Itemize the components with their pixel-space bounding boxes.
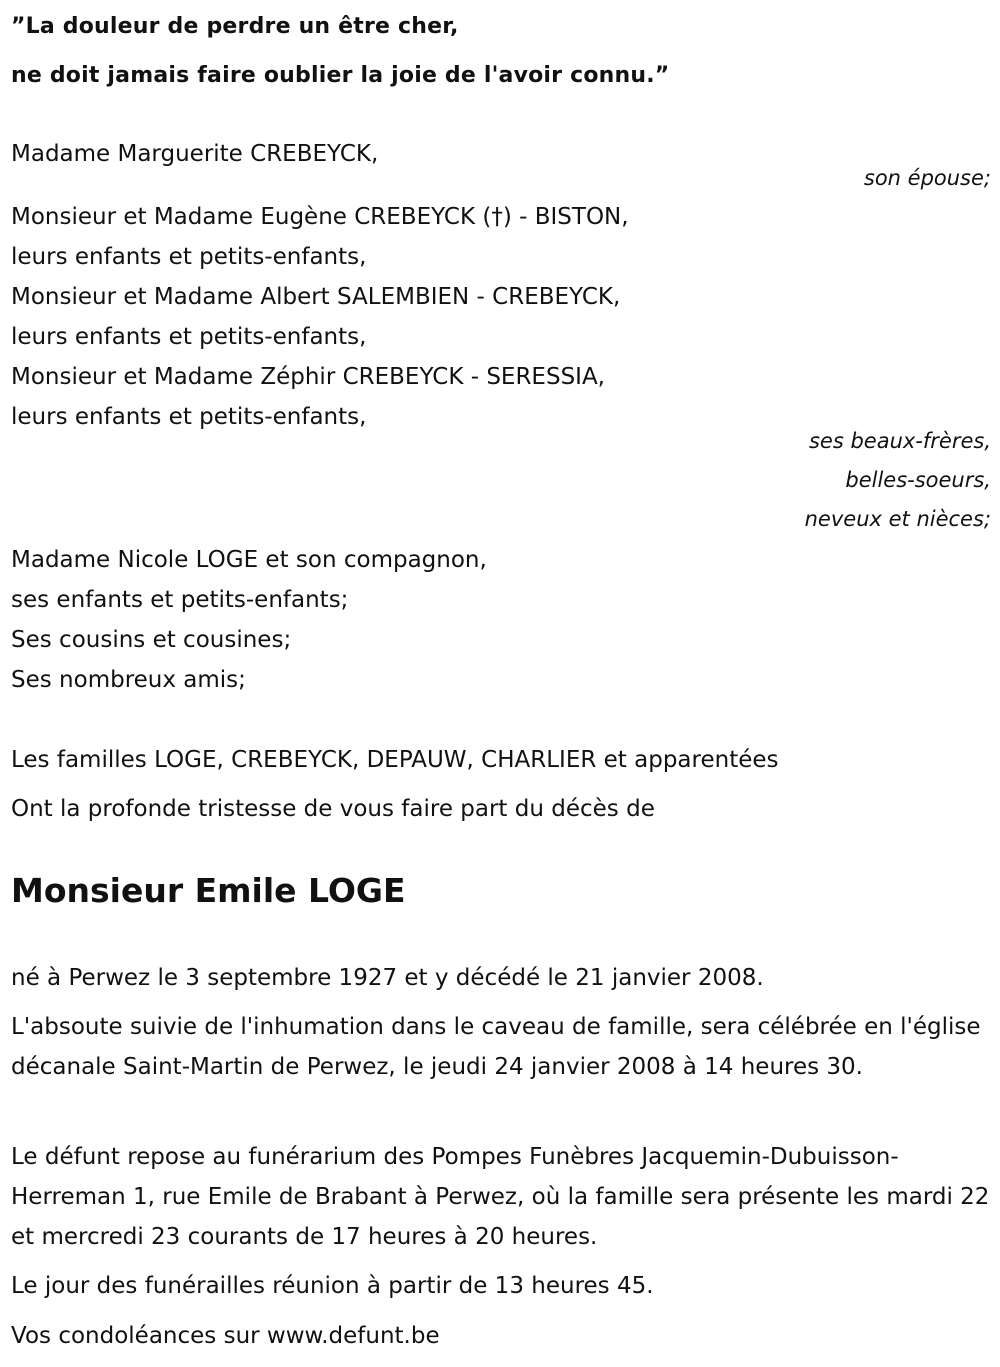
relation-line: belles-soeurs, [845, 468, 991, 492]
meeting-line: Le jour des funérailles réunion à partir de 13 heures 45. [11, 1273, 654, 1299]
relation-line: ses beaux-frères, [808, 429, 991, 453]
sibling-line: leurs enfants et petits-enfants, [11, 404, 367, 430]
others-list [11, 540, 487, 700]
announcement-line: Ont la profonde tristesse de vous faire part du décès de [11, 796, 655, 822]
families-line: Les familles LOGE, CREBEYCK, DEPAUW, CHARLIER et apparentées [11, 747, 779, 773]
relation-line: neveux et nièces; [804, 507, 991, 531]
ceremony-paragraph: L'absoute suivie de l'inhumation dans le caveau de famille, sera célébrée en l'église décanale Saint-Martin de Perwez, le jeudi 24 janvier 2008 à 14 heures 30. [11, 1014, 981, 1080]
other-line: Ses nombreux amis; [11, 667, 246, 693]
spouse-relation: son épouse; [863, 166, 991, 190]
quote-line-2: ne doit jamais faire oublier la joie de l'avoir connu.” [11, 63, 670, 88]
sibling-line: Monsieur et Madame Zéphir CREBEYCK - SERESSIA, [11, 364, 605, 390]
spouse-name: Madame Marguerite CREBEYCK, [11, 141, 379, 167]
other-line: Madame Nicole LOGE et son compagnon, [11, 547, 487, 573]
siblings-relation [805, 422, 991, 539]
sibling-line: Monsieur et Madame Eugène CREBEYCK (†) - BISTON, [11, 204, 629, 230]
siblings-list [11, 197, 629, 437]
funerarium-paragraph: Le défunt repose au funérarium des Pompes Funèbres Jacquemin-Dubuisson-Herreman 1, rue Emile de Brabant à Perwez, où la famille sera présente les mardi 22 et mercredi 23 courants de 17 heures à 20 heures. [11, 1144, 990, 1250]
sibling-line: leurs enfants et petits-enfants, [11, 244, 367, 270]
other-line: Ses cousins et cousines; [11, 627, 292, 653]
other-line: ses enfants et petits-enfants; [11, 587, 349, 613]
sibling-line: leurs enfants et petits-enfants, [11, 324, 367, 350]
deceased-name: Monsieur Emile LOGE [11, 871, 406, 910]
quote-line-1: ”La douleur de perdre un être cher, [11, 14, 459, 39]
birth-death-line: né à Perwez le 3 septembre 1927 et y décédé le 21 janvier 2008. [11, 965, 764, 991]
condolences-line: Vos condoléances sur www.defunt.be [11, 1323, 440, 1349]
sibling-line: Monsieur et Madame Albert SALEMBIEN - CREBEYCK, [11, 284, 621, 310]
